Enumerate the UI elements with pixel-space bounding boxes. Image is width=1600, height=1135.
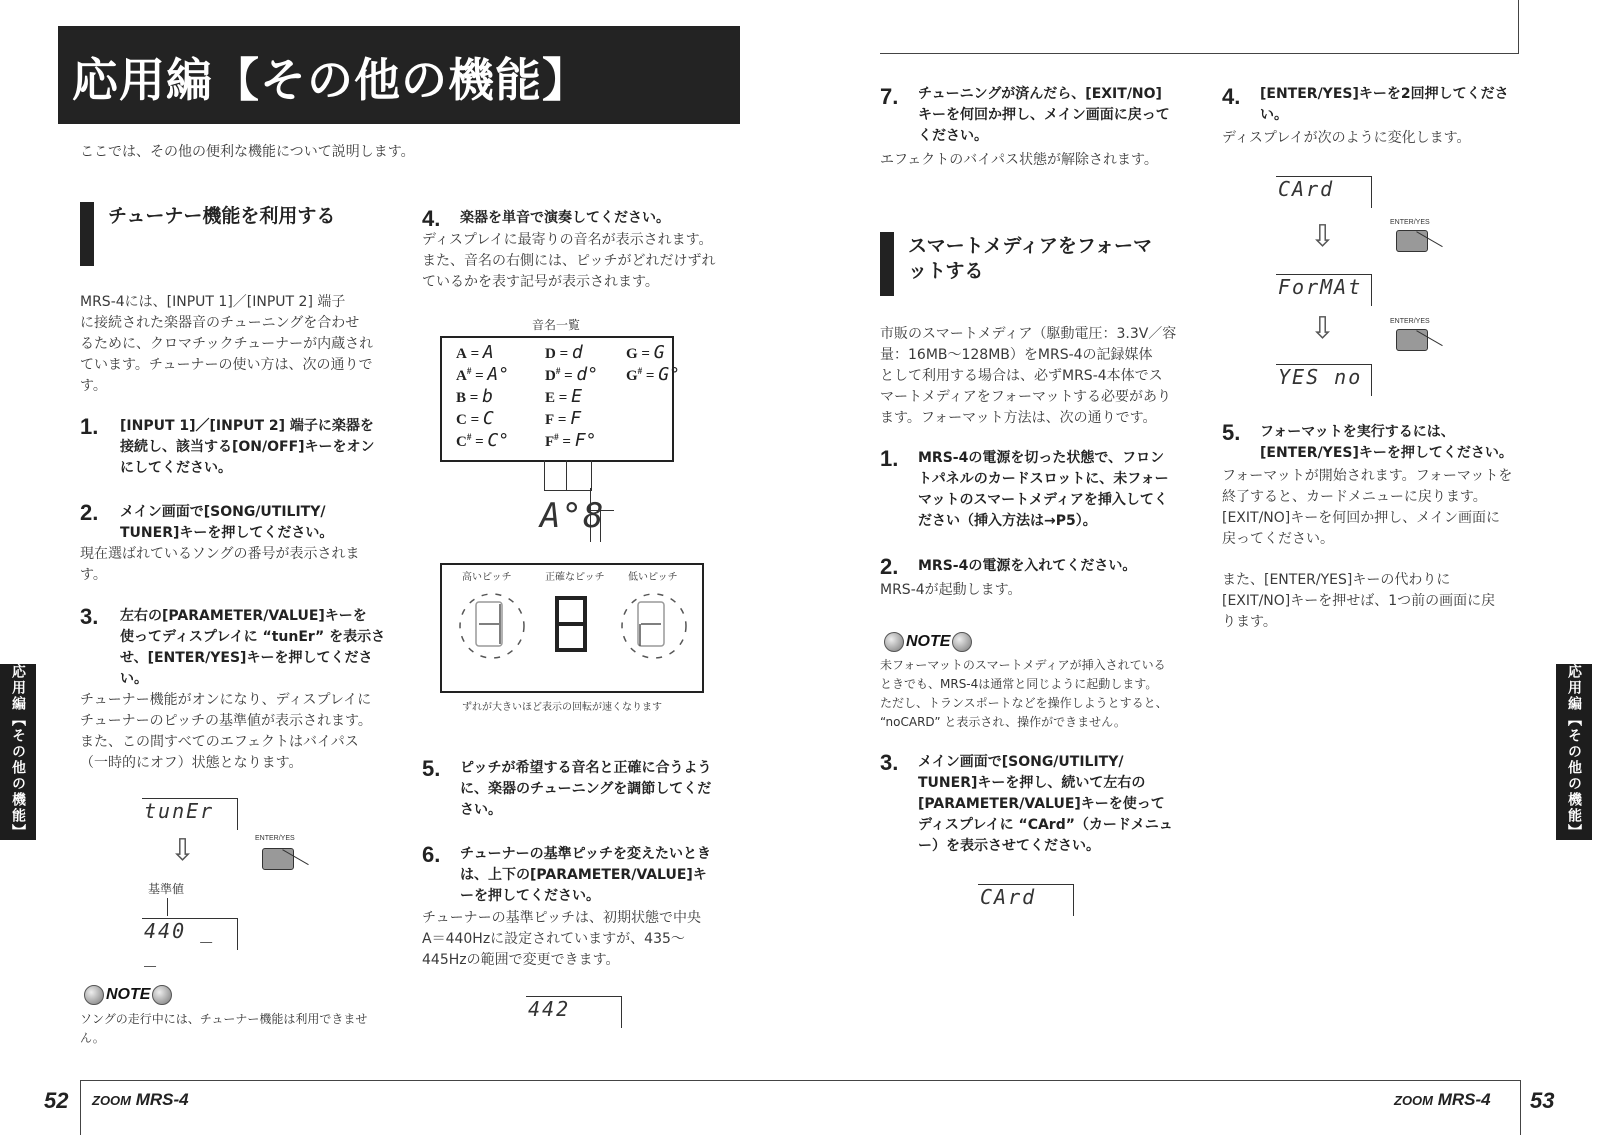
tuner-intro: MRS-4には、[INPUT 1]／[INPUT 2] 端子 に接続された楽器音のチューニングを合わせ るために、クロマチックチューナーが内蔵され ています。チューナーの使い方は、次の通りで す。: [80, 294, 374, 394]
note-text: ソングの走行中には、チューナー機能は利用できませ ん。: [80, 1012, 368, 1045]
step-4-body: ディスプレイに最寄りの音名が表示されます。 また、音名の右側には、ピッチがどれだけずれ ているかを表す記号が表示されます。: [422, 232, 716, 290]
step-number: 1.: [880, 446, 899, 471]
note-entry: [626, 364, 680, 385]
step-4-text: 楽器を単音で演奏してください。: [460, 210, 670, 226]
note-equals: =: [554, 412, 571, 428]
note-equals: =: [466, 390, 483, 406]
note-entry: [456, 342, 494, 363]
key-label: ENTER/YES: [1390, 219, 1430, 226]
step-1-text: [INPUT 1]／[INPUT 2] 端子に楽器を 接続し、該当する[ON/OFF]キーをオン にしてください。: [120, 418, 375, 476]
note-ball-icon: [152, 985, 172, 1005]
note-segment: d: [571, 342, 583, 363]
note-segment: C: [482, 408, 494, 429]
step-3-body: チューナー機能がオンになり、ディスプレイに チューナーのピッチの基準値が表示されます。 また、この間すべてのエフェクトはバイパス （一時的にオフ）状態となります。: [80, 692, 372, 771]
step-number: 7.: [880, 84, 899, 109]
note-entry: [456, 408, 494, 429]
note-segment: F: [570, 408, 582, 429]
pitch-label-high: 高いピッチ: [462, 572, 512, 583]
pitch-caption: ずれが大きいほど表示の回転が速くなります: [462, 702, 662, 713]
note-equals: =: [471, 434, 488, 450]
note-equals: =: [466, 346, 483, 362]
format-step-5-text: フォーマットを実行するには、 [ENTER/YES]キーを押してください。: [1260, 424, 1513, 461]
reference-pointer: [167, 898, 168, 916]
format-step-1-text: MRS-4の電源を切った状態で、フロン トパネルのカードスロットに、未フォー マットのスマートメディアを挿入してく ださい（挿入方法は→P5）。: [918, 450, 1169, 529]
section-title-format: スマートメディアをフォーマ ットする: [908, 235, 1152, 282]
format-step-5-body: フォーマットが開始されます。フォーマットを 終了すると、カードメニューに戻ります。 [EXIT/NO]キーを何回か押し、メイン画面に 戻ってください。: [1222, 468, 1513, 547]
pitch-label-low: 低いピッチ: [628, 572, 678, 583]
note-segment: d°: [576, 364, 599, 385]
note-equals: =: [466, 412, 483, 428]
lcd-seq-card: CArd: [1276, 176, 1372, 208]
step-6-text: チューナーの基準ピッチを変えたいとき は、上下の[PARAMETER/VALUE]キ ーを押してください。: [460, 846, 712, 904]
note-segment: A: [482, 342, 494, 363]
step-number: 4.: [1222, 84, 1241, 109]
note-sharp: #: [466, 366, 472, 376]
note-name: C: [456, 434, 467, 450]
note-sharp: #: [555, 366, 561, 376]
note-entry: [545, 342, 583, 363]
note-badge: NOTE: [884, 632, 972, 652]
format-step-2-text: MRS-4の電源を入れてください。: [918, 558, 1137, 574]
note-name: A: [456, 346, 467, 362]
note-segment: F°: [574, 430, 597, 451]
key-label: ENTER/YES: [255, 835, 295, 842]
page-number-left: 52: [44, 1088, 69, 1113]
note-equals: =: [555, 346, 572, 362]
step-5-text: ピッチが希望する音名と正確に合うよう に、楽器のチューニングを調節してくだ さい。: [460, 760, 712, 818]
note-name: F: [545, 434, 555, 450]
lcd-card: CArd: [978, 884, 1074, 916]
note-name: D: [545, 368, 556, 384]
note-entry: [626, 342, 665, 363]
lcd-442: 442: [526, 996, 622, 1028]
reference-label: 基準値: [148, 882, 185, 896]
page-number-right: 53: [1530, 1088, 1555, 1113]
lcd-tuner: tunEr: [142, 798, 238, 830]
note-segment: G: [653, 342, 665, 363]
note-segment: E: [571, 386, 582, 407]
connector-line: [544, 460, 592, 491]
note-equals: =: [471, 368, 488, 384]
intro-text: ここでは、その他の便利な機能について説明します。: [80, 144, 415, 160]
note-equals: =: [560, 368, 577, 384]
step-number: 4.: [422, 206, 441, 231]
step-6-body: チューナーの基準ピッチは、初期状態で中央 A＝440Hzに設定されていますが、435〜 445Hzの範囲で変更できます。: [422, 910, 702, 968]
note-segment: A°: [487, 364, 510, 385]
note-name: D: [545, 346, 556, 362]
note-equals: =: [642, 368, 659, 384]
section-bar: [880, 232, 894, 296]
note-segment: b: [482, 386, 493, 407]
side-tab-left: 応用編【その他の機能】: [0, 664, 36, 840]
note-ball-icon: [952, 632, 972, 652]
note-name: G: [626, 346, 638, 362]
step-number: 5.: [1222, 420, 1241, 445]
top-rule: [880, 53, 1518, 54]
note-entry: [545, 364, 598, 385]
format-step-5-body-2: また、[ENTER/YES]キーの代わりに [EXIT/NO]キーを押せば、1つ前の画面に戻 ります。: [1222, 572, 1496, 630]
note-name: A: [456, 368, 467, 384]
top-rule-corner: [1518, 0, 1519, 54]
down-arrow-icon: ⇩: [1310, 311, 1336, 346]
step-number: 2.: [880, 554, 899, 579]
step-number: 6.: [422, 842, 441, 867]
step-number: 2.: [80, 500, 99, 525]
pitch-label-exact: 正確なピッチ: [545, 572, 605, 583]
note-entry: [545, 408, 581, 429]
note-sharp: #: [554, 432, 559, 442]
step-7-body: エフェクトのバイパス状態が解除されます。: [880, 152, 1158, 168]
note-sharp: #: [466, 432, 472, 442]
key-label: ENTER/YES: [1390, 318, 1430, 325]
note-entry: [456, 364, 509, 385]
footer-brand-right: ZOOM MRS-4: [1394, 1090, 1491, 1109]
step-number: 3.: [80, 604, 99, 629]
section-title-tuner: チューナー機能を利用する: [108, 205, 336, 227]
note-equals: =: [637, 346, 654, 362]
rotating-high-icon: [460, 594, 524, 658]
note-name: C: [456, 412, 467, 428]
note-segment: G°: [658, 364, 680, 385]
lcd-seq-format: ForMAt: [1276, 274, 1372, 306]
note-ball-icon: [884, 632, 904, 652]
footer-brand-left: ZOOM MRS-4: [92, 1090, 189, 1109]
display-sample: A°8: [540, 496, 605, 536]
note-name: B: [456, 390, 467, 406]
footer-rule: [80, 1080, 1520, 1081]
note-equals: =: [555, 390, 572, 406]
connector-line: [566, 460, 567, 490]
note-equals: =: [558, 434, 575, 450]
down-arrow-icon: ⇩: [1310, 219, 1336, 254]
lcd-seq-yes-no: YES no: [1276, 364, 1372, 396]
step-number: 1.: [80, 414, 99, 439]
step-2-body: 現在選ばれているソングの番号が表示されま す。: [80, 546, 360, 583]
format-step-2-body: MRS-4が起動します。: [880, 582, 1022, 598]
step-7-text: チューニングが済んだら、[EXIT/NO] キーを何回か押し、メイン画面に戻って ください。: [918, 86, 1170, 144]
format-step-3-text: メイン画面で[SONG/UTILITY/ TUNER]キーを押し、続いて左右の [PARAMETER/VALUE]キーを使って ディスプレイに “CArd”（カードメニュ ー）を表示させてください。: [918, 754, 1173, 854]
footer-divider: [1520, 1080, 1521, 1135]
note-sharp: #: [637, 366, 643, 376]
lcd-reference: 440 _ _: [142, 918, 238, 950]
footer-divider: [80, 1080, 81, 1135]
down-arrow-icon: ⇩: [170, 833, 196, 868]
format-step-4-body: ディスプレイが次のように変化します。: [1222, 130, 1471, 146]
note-segment: C°: [487, 430, 510, 451]
note-text: 未フォーマットのスマートメディアが挿入されている ときでも、MRS-4は通常と同じように起動します。 ただし、トランスポートなどを操作しようとすると、 “noCARD” と表示され、操作ができません。: [880, 658, 1168, 729]
format-intro: 市販のスマートメディア（駆動電圧：3.3V／容 量：16MB〜128MB）をMRS-4の記録媒体 として利用する場合は、必ずMRS-4本体でス マートメディアをフォーマットする必要があり ます。フォーマット方法は、次の通りです。: [880, 326, 1177, 426]
side-tab-right: 応用編【その他の機能】: [1556, 664, 1592, 840]
notes-table-title: 音名一覧: [532, 318, 581, 332]
note-name: F: [545, 412, 555, 428]
note-entry: [456, 386, 493, 407]
note-entry: [545, 386, 582, 407]
format-step-4-text: [ENTER/YES]キーを2回押してくださ い。: [1260, 86, 1509, 123]
step-number: 5.: [422, 756, 441, 781]
seven-seg-eight-icon: [557, 598, 585, 650]
pitch-indicators: [444, 580, 700, 686]
note-ball-icon: [84, 985, 104, 1005]
note-entry: [545, 430, 596, 451]
note-name: E: [545, 390, 556, 406]
note-entry: [456, 430, 509, 451]
step-2-text: メイン画面で[SONG/UTILITY/ TUNER]キーを押してください。: [120, 504, 334, 541]
note-name: G: [626, 368, 638, 384]
step-3-text: 左右の[PARAMETER/VALUE]キーを 使ってディスプレイに “tunEr” を表示さ せ、[ENTER/YES]キーを押してくださ い。: [120, 608, 386, 687]
step-number: 3.: [880, 750, 899, 775]
rotating-low-icon: [622, 594, 686, 658]
section-bar: [80, 202, 94, 266]
note-badge: NOTE: [84, 985, 172, 1005]
page-title: 応用編【その他の機能】: [72, 53, 589, 107]
